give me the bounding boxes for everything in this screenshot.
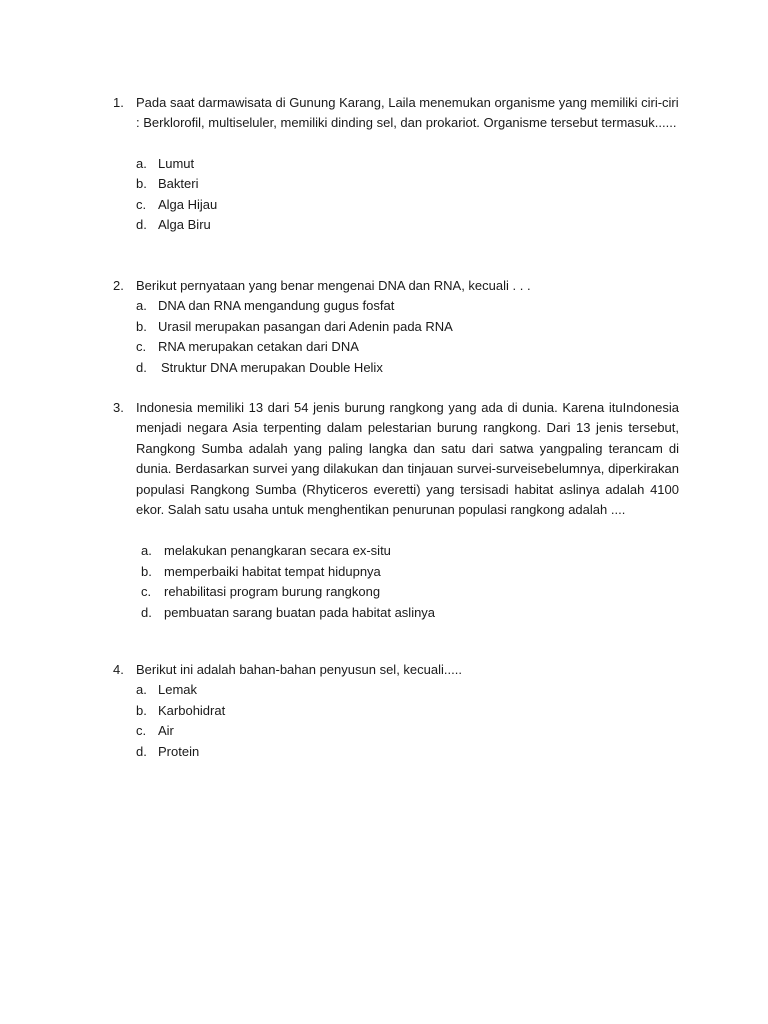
- option-a: [136, 154, 679, 174]
- question-number: 1.: [113, 95, 124, 110]
- question-number: 4.: [113, 662, 124, 677]
- option-b: [136, 317, 679, 337]
- question-number: 3.: [113, 400, 124, 415]
- option-list: [113, 154, 679, 236]
- option-text: Alga Biru: [158, 217, 211, 233]
- question-text: Indonesia memiliki 13 dari 54 jenis burung rangkong yang ada di dunia. Karena ituIndonesia menjadi negara Asia terpenting dalam pelestarian burung rangkong. Dari 13 jenis tersebut, Rangkong Sumba adalah yang paling langka dan satu dari satwa yangpaling terancam di dunia. Berdasarkan survei yang dilakukan dan tinjauan survei-surveisebelumnya, diperkirakan populasi Rangkong Sumba (Rhyticeros everetti) yang tersisadi habitat aslinya adalah 4100 ekor. Salah satu usaha untuk menghentikan penurunan populasi rangkong adalah ....: [136, 400, 679, 518]
- option-letter: b.: [136, 176, 147, 192]
- option-a: [136, 296, 679, 316]
- option-text: Karbohidrat: [158, 702, 226, 718]
- option-text: rehabilitasi program burung rangkong: [164, 584, 381, 600]
- option-b: [136, 174, 679, 194]
- option-text: memperbaiki habitat tempat hidupnya: [164, 563, 381, 579]
- question-text: Berikut pernyataan yang benar mengenai DNA dan RNA, kecuali . . .: [136, 278, 531, 293]
- option-d: [136, 742, 679, 762]
- option-letter: b.: [141, 563, 152, 579]
- question-1: [113, 93, 679, 235]
- option-text: Urasil merupakan pasangan dari Adenin pada RNA: [158, 318, 453, 334]
- option-letter: d.: [141, 604, 152, 620]
- option-d: [136, 215, 679, 235]
- option-text: DNA dan RNA mengandung gugus fosfat: [158, 298, 395, 314]
- option-letter: a.: [136, 298, 147, 314]
- option-a: [136, 680, 679, 700]
- option-letter: b.: [136, 318, 147, 334]
- option-letter: d.: [136, 359, 147, 375]
- option-c: [141, 582, 679, 602]
- option-list: [113, 541, 679, 623]
- option-b: [141, 562, 679, 582]
- option-d: [141, 603, 679, 623]
- option-b: [136, 701, 679, 721]
- option-letter: d.: [136, 743, 147, 759]
- question-text: Pada saat darmawisata di Gunung Karang, Laila menemukan organisme yang memiliki ciri-ciri : Berklorofil, multiseluler, memiliki dinding sel, dan prokariot. Organisme tersebut termasuk......: [136, 95, 679, 131]
- question-text: Berikut ini adalah bahan-bahan penyusun sel, kecuali.....: [136, 662, 462, 677]
- option-d: [136, 358, 679, 378]
- option-letter: b.: [136, 702, 147, 718]
- question-4: [113, 660, 679, 762]
- option-list: [113, 296, 679, 378]
- option-text: melakukan penangkaran secara ex-situ: [164, 543, 391, 559]
- option-c: [136, 721, 679, 741]
- option-text: Bakteri: [158, 176, 199, 192]
- option-letter: a.: [141, 543, 152, 559]
- option-a: [141, 541, 679, 561]
- option-text: Air: [158, 723, 174, 739]
- option-c: [136, 337, 679, 357]
- option-text: Struktur DNA merupakan Double Helix: [161, 359, 383, 375]
- option-list: [113, 680, 679, 762]
- option-text: Lumut: [158, 155, 195, 171]
- option-letter: d.: [136, 217, 147, 233]
- option-text: RNA merupakan cetakan dari DNA: [158, 339, 359, 355]
- option-text: Alga Hijau: [158, 196, 218, 212]
- option-text: pembuatan sarang buatan pada habitat aslinya: [164, 604, 436, 620]
- question-number: 2.: [113, 278, 124, 293]
- question-3: [113, 398, 679, 623]
- option-letter: c.: [136, 196, 147, 212]
- option-letter: a.: [136, 155, 147, 171]
- option-c: [136, 195, 679, 215]
- option-letter: c.: [141, 584, 152, 600]
- option-text: Protein: [158, 743, 200, 759]
- option-text: Lemak: [158, 682, 198, 698]
- option-letter: a.: [136, 682, 147, 698]
- option-letter: c.: [136, 339, 147, 355]
- option-letter: c.: [136, 723, 147, 739]
- question-2: [113, 276, 679, 378]
